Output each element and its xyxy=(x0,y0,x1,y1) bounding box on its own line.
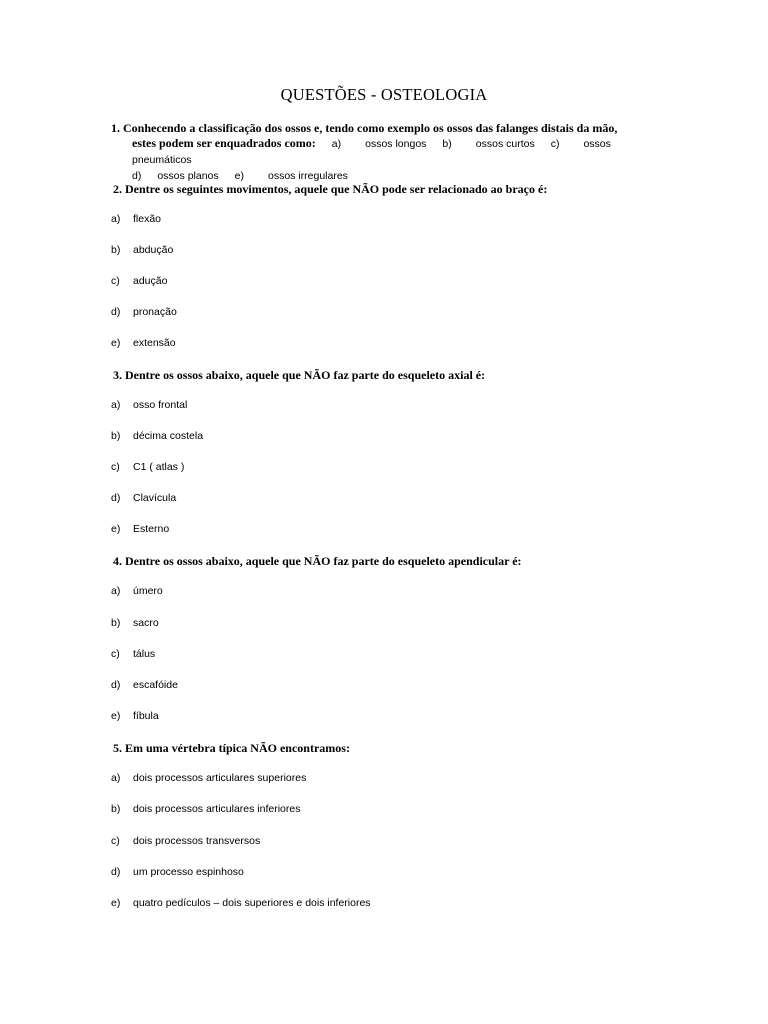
question-4-option-d xyxy=(111,679,178,691)
option-letter: d) xyxy=(111,679,121,691)
question-3-option-c xyxy=(111,461,184,473)
option-text: tálus xyxy=(133,648,156,660)
option-text: adução xyxy=(133,275,168,287)
option-text: dois processos transversos xyxy=(133,835,261,847)
question-5-option-a xyxy=(111,772,306,784)
option-letter: d) xyxy=(111,866,121,878)
question-3-option-d xyxy=(111,492,176,504)
option-text: úmero xyxy=(133,585,163,597)
option-letter: b) xyxy=(111,244,121,256)
option-text: extensão xyxy=(133,337,176,349)
option-text: fíbula xyxy=(133,710,159,722)
question-4-option-e xyxy=(111,710,159,722)
question-1-option-c-text: ossos pneumáticos xyxy=(132,138,611,166)
question-1-option-d-text: ossos planos xyxy=(157,170,219,182)
option-letter: a) xyxy=(111,399,121,411)
option-text: décima costela xyxy=(133,430,204,442)
question-1-option-b-text: ossos curtos xyxy=(475,138,535,150)
question-1-option-c-letter: c) xyxy=(550,138,560,150)
question-1-option-b-letter: b) xyxy=(442,138,452,150)
option-text: um processo espinhoso xyxy=(133,866,244,878)
page-title: QUESTÕES - OSTEOLOGIA xyxy=(280,85,488,104)
option-text: osso frontal xyxy=(133,399,188,411)
question-4-option-a xyxy=(111,585,163,597)
option-text: dois processos articulares superiores xyxy=(133,772,307,784)
option-letter: b) xyxy=(111,803,121,815)
question-1-text-line-2: estes podem ser enquadrados como: xyxy=(132,136,316,150)
option-letter: a) xyxy=(111,213,121,225)
question-2-text: 2. Dentre os seguintes movimentos, aquele que NÃO pode ser relacionado ao braço é: xyxy=(113,182,548,196)
question-1-text-line-1: Conhecendo a classificação dos ossos e, tendo como exemplo os ossos das falanges distais da mão, xyxy=(123,121,618,135)
option-letter: e) xyxy=(111,710,121,722)
question-2-option-c xyxy=(111,275,167,287)
option-letter: e) xyxy=(111,337,121,349)
option-text: Esterno xyxy=(133,523,170,535)
question-1 xyxy=(111,121,671,184)
question-4-option-b xyxy=(111,617,159,629)
question-4-option-c xyxy=(111,648,155,660)
question-5-option-e xyxy=(111,897,371,909)
question-2-option-a xyxy=(111,213,161,225)
question-1-option-a-text: ossos longos xyxy=(365,138,427,150)
option-text: quatro pedículos – dois superiores e dois inferiores xyxy=(133,897,371,909)
option-letter: c) xyxy=(111,835,120,847)
question-5-option-c xyxy=(111,835,260,847)
question-1-number: 1. xyxy=(111,121,120,135)
option-text: abdução xyxy=(133,244,174,256)
option-letter: c) xyxy=(111,648,120,660)
question-5-option-b xyxy=(111,803,301,815)
option-letter: d) xyxy=(111,492,121,504)
question-1-option-d-letter: d) xyxy=(132,170,142,182)
option-text: sacro xyxy=(133,617,159,629)
option-letter: a) xyxy=(111,772,121,784)
question-3-option-e xyxy=(111,523,169,535)
question-5-text: 5. Em uma vértebra típica NÃO encontramos: xyxy=(113,741,350,755)
option-letter: c) xyxy=(111,275,120,287)
question-1-option-a-letter: a) xyxy=(331,138,342,150)
question-2-option-b xyxy=(111,244,173,256)
option-text: pronação xyxy=(133,306,177,318)
question-1-line-1 xyxy=(111,121,671,136)
option-text: escafóide xyxy=(133,679,178,691)
option-letter: e) xyxy=(111,523,121,535)
option-letter: a) xyxy=(111,585,121,597)
question-3-text: 3. Dentre os ossos abaixo, aquele que NÃO faz parte do esqueleto axial é: xyxy=(113,368,486,382)
question-5-option-d xyxy=(111,866,244,878)
question-2-option-e xyxy=(111,337,176,349)
option-letter: c) xyxy=(111,461,120,473)
option-letter: b) xyxy=(111,617,121,629)
question-1-option-e-letter: e) xyxy=(234,170,244,182)
question-1-line-2 xyxy=(111,136,671,168)
option-text: flexão xyxy=(133,213,162,225)
option-text: Clavícula xyxy=(133,492,177,504)
question-1-option-e-text: ossos irregulares xyxy=(267,170,348,182)
option-letter: e) xyxy=(111,897,121,909)
question-4-text: 4. Dentre os ossos abaixo, aquele que NÃO faz parte do esqueleto apendicular é: xyxy=(113,554,522,568)
question-3-option-a xyxy=(111,399,187,411)
option-text: C1 ( atlas ) xyxy=(133,461,185,473)
option-letter: b) xyxy=(111,430,121,442)
question-3-option-b xyxy=(111,430,203,442)
option-letter: d) xyxy=(111,306,121,318)
question-2-option-d xyxy=(111,306,177,318)
option-text: dois processos articulares inferiores xyxy=(133,803,301,815)
